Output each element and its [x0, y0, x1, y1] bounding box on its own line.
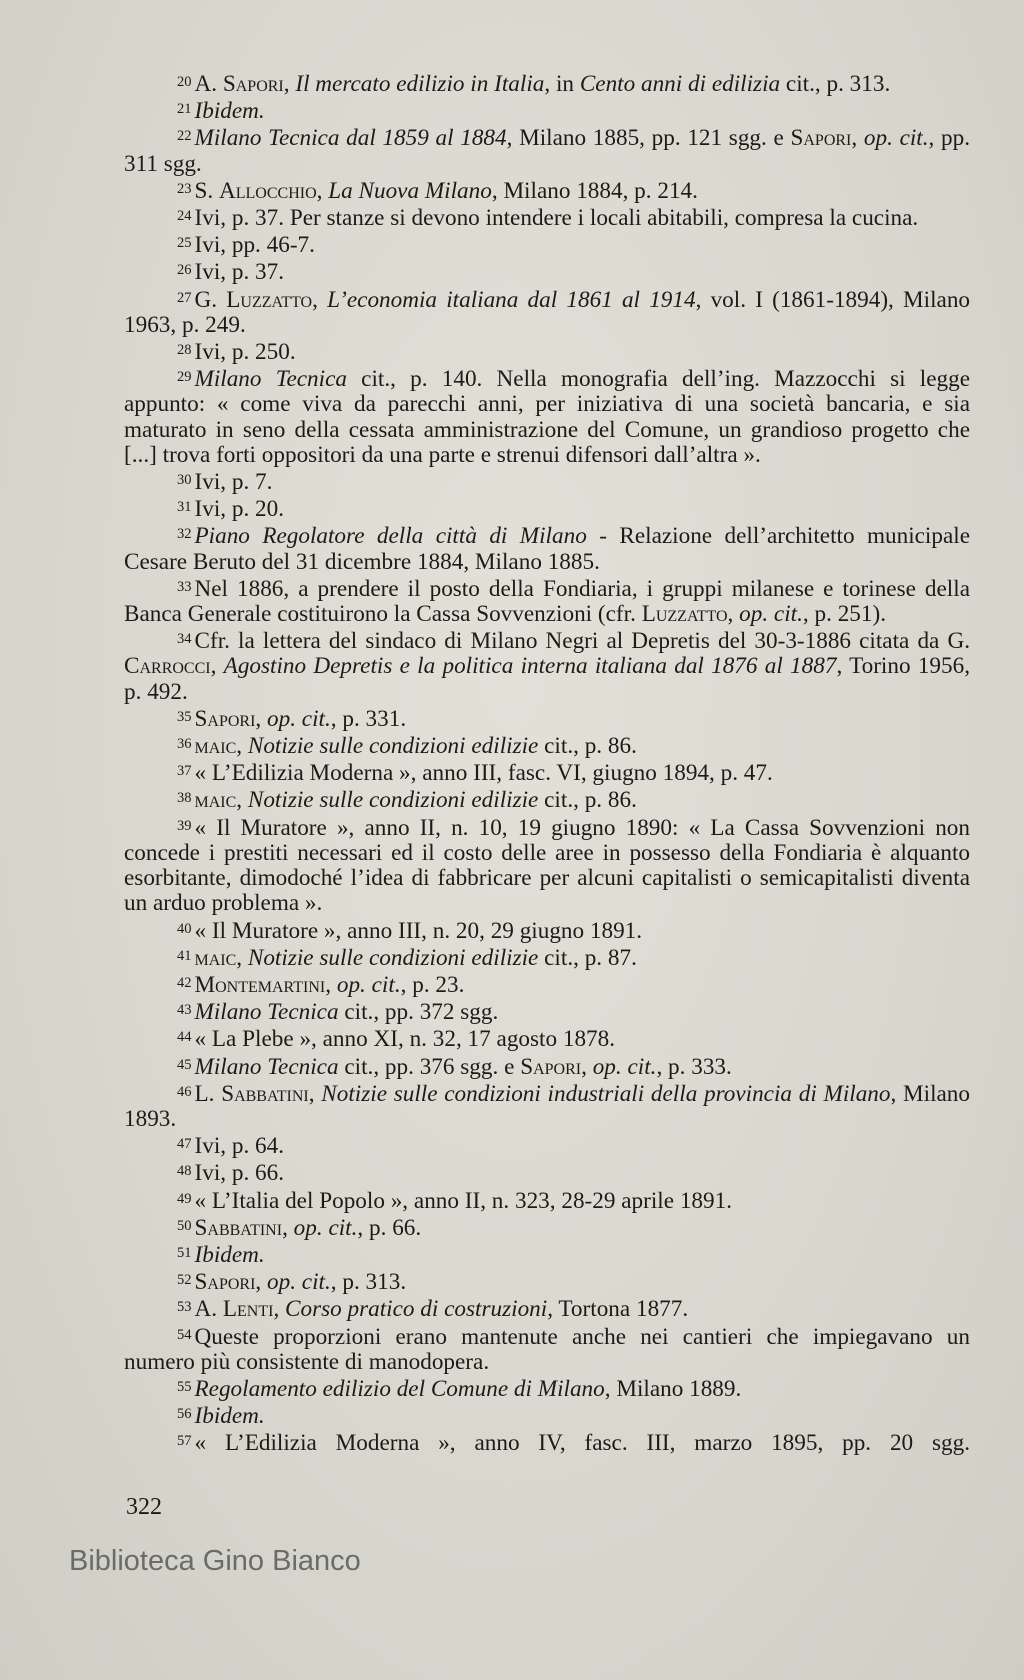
page-number: 322 [126, 1494, 162, 1520]
footnote-author-text: Sabbatini [194, 1214, 283, 1241]
footnote-text: « Il Muratore », anno III, n. 20, 29 giugno 1891. [194, 917, 643, 944]
footnote-number: 56 [177, 1406, 192, 1423]
footnote-text: cit., p. 313. [780, 71, 891, 97]
footnote-48 [124, 1159, 970, 1186]
footnote-28 [124, 338, 970, 365]
footnote-51 [124, 1241, 970, 1268]
footnote-44 [124, 1025, 970, 1052]
footnote-title-text: Milano Tecnica [194, 366, 347, 393]
footnote-number: 27 [177, 289, 192, 306]
footnote-text: « L’Edilizia Moderna », anno IV, fasc. III, marzo 1895, pp. 20 sgg. [194, 1430, 970, 1457]
footnote-text: - Relazione dell’architetto municipale Cesare Beruto del 31 dicembre 1884, Milano 1885. [124, 523, 970, 575]
footnote-text: Ivi, p. 64. [194, 1133, 285, 1160]
footnote-number: 31 [177, 499, 192, 516]
footnote-30 [124, 468, 970, 495]
footnote-text: , [581, 1053, 593, 1080]
footnote-title-text: La Nuova Milano [328, 177, 492, 204]
footnote-number: 37 [177, 763, 192, 780]
library-watermark: Biblioteca Gino Bianco [69, 1545, 361, 1577]
footnote-title-text: op. cit. [739, 601, 803, 628]
footnote-title-text: L’economia italiana dal 1861 al 1914 [327, 286, 696, 313]
footnote-number: 43 [177, 1002, 192, 1019]
footnote-number: 25 [177, 235, 192, 252]
footnote-title-text: Ibidem. [194, 1241, 265, 1268]
footnote-number: 42 [177, 974, 192, 991]
footnote-number: 20 [177, 74, 192, 90]
footnote-title-text: Ibidem. [194, 1403, 265, 1430]
footnote-25 [124, 231, 970, 258]
footnote-title-text: Il mercato edilizio in Italia [295, 71, 545, 97]
footnote-text: , [236, 733, 248, 760]
footnote-title-text: Milano Tecnica [194, 999, 339, 1026]
footnote-text: Ivi, pp. 46-7. [194, 232, 315, 259]
footnote-title-text: op. cit. [267, 1269, 331, 1296]
footnote-text: , p. 251). [802, 601, 886, 628]
footnote-title-text: Milano Tecnica [194, 1053, 339, 1080]
footnote-author-text: maic [194, 787, 237, 814]
footnote-text: , [851, 125, 864, 152]
footnote-title-text: Milano Tecnica dal 1859 al 1884 [194, 125, 507, 152]
footnote-title-text: Notizie sulle condizioni edilizie [247, 944, 539, 971]
footnote-author-text: Sabbatini [221, 1080, 309, 1107]
footnote-title-text: Notizie sulle condizioni industriali della provincia di Milano [321, 1080, 891, 1107]
footnote-title-text: Corso pratico di costruzioni [285, 1296, 548, 1323]
footnote-text: , pp. 311 sgg. [124, 125, 971, 177]
footnote-text: Nel 1886, a prendere il posto della Fondiaria, i gruppi milanese e torinese della Banca Generale costituirono la Cassa Sovvenzioni (cfr. [124, 575, 970, 628]
footnote-title-text: Cento anni di edilizia [579, 71, 781, 97]
footnote-47 [124, 1132, 970, 1159]
footnote-text: , Milano 1893. [124, 1080, 970, 1132]
footnote-author-text: Carrocci [124, 653, 211, 680]
footnote-26 [124, 258, 970, 285]
footnote-number: 26 [177, 262, 192, 279]
footnote-text: , Milano 1885, pp. 121 sgg. e [506, 125, 791, 152]
footnote-title-text: Regolamento edilizio del Comune di Milano [194, 1375, 605, 1402]
footnote-text: cit., pp. 376 sgg. e [338, 1053, 521, 1080]
footnote-56 [124, 1402, 970, 1429]
footnote-title-text: op. cit. [863, 125, 929, 152]
footnote-number: 35 [177, 708, 192, 725]
footnote-text: , [236, 787, 248, 814]
footnote-number: 39 [177, 817, 192, 834]
footnote-20 [124, 70, 970, 97]
footnote-text: Ivi, p. 37. [194, 259, 285, 286]
footnote-author-text: Sapori [222, 71, 284, 97]
footnote-text: « Il Muratore », anno II, n. 10, 19 giugno 1890: « La Cassa Sovvenzioni non concede i prestiti necessari ed il costo delle aree in possesso della Fondiaria è alquanto esorbitante, dimodoché l’idea di fabbricare per alcuni capitalisti o semicapitalisti diventa un arduo problema ». [124, 814, 970, 917]
footnote-27 [124, 286, 970, 338]
footnote-text: Ivi, p. 66. [194, 1160, 285, 1187]
footnote-text: « La Plebe », anno XI, n. 32, 17 agosto 1878. [194, 1026, 616, 1053]
footnote-text: , [325, 971, 337, 998]
footnote-text: , Torino 1956, p. 492. [124, 653, 971, 705]
footnote-text: , [236, 944, 248, 971]
footnote-text: Ivi, p. 20. [194, 496, 285, 523]
footnote-number: 51 [177, 1244, 192, 1261]
footnote-text: Ivi, p. 7. [194, 469, 273, 496]
footnote-author-text: Montemartini [194, 971, 326, 998]
footnote-32 [124, 522, 970, 574]
footnote-number: 34 [177, 631, 192, 648]
footnote-number: 50 [177, 1217, 192, 1234]
footnote-author-text: Sapori [194, 705, 256, 732]
footnote-35 [124, 705, 970, 732]
footnote-text: cit., p. 87. [538, 944, 637, 971]
footnote-number: 46 [177, 1083, 192, 1100]
footnote-author-text: Luzzatto [226, 286, 313, 313]
footnote-text: A. [194, 71, 223, 97]
footnote-text: , p. 333. [656, 1053, 732, 1080]
footnote-author-text: maic [194, 733, 237, 760]
footnote-text: « L’Edilizia Moderna », anno III, fasc. VI, giugno 1894, p. 47. [194, 760, 773, 787]
footnote-50 [124, 1214, 970, 1241]
footnote-text: , [273, 1296, 286, 1323]
footnote-title-text: op. cit. [267, 705, 331, 732]
footnote-39 [124, 814, 970, 917]
footnote-author-text: Sapori [520, 1053, 582, 1080]
footnote-text: , p. 313. [330, 1269, 407, 1296]
footnote-text: , p. 66. [357, 1214, 422, 1241]
footnote-21 [124, 97, 970, 124]
footnote-number: 24 [177, 208, 192, 225]
footnote-text: , Milano 1884, p. 214. [491, 177, 698, 204]
footnote-number: 38 [177, 790, 192, 807]
footnote-text: G. [194, 286, 227, 313]
footnote-46 [124, 1080, 970, 1132]
footnote-text: cit., pp. 372 sgg. [338, 999, 499, 1026]
footnote-57 [124, 1429, 970, 1456]
footnote-title-text: op. cit. [592, 1053, 657, 1080]
footnote-53 [124, 1295, 970, 1322]
footnote-text: , [255, 1269, 267, 1296]
footnote-38 [124, 786, 970, 813]
footnote-text: , in [544, 71, 580, 97]
footnote-text: Ivi, p. 250. [194, 339, 296, 366]
footnote-number: 22 [177, 128, 192, 145]
footnote-title-text: Agostino Depretis e la politica interna italiana dal 1876 al 1887 [223, 653, 837, 680]
footnote-text: Queste proporzioni erano mantenute anche nei cantieri che impiegavano un numero più consistente di manodopera. [124, 1323, 970, 1375]
footnote-29 [124, 365, 970, 468]
footnote-33 [124, 575, 970, 627]
footnote-text: , [255, 705, 267, 732]
footnote-text: , Milano 1889. [604, 1375, 742, 1402]
footnote-author-text: Sapori [790, 125, 852, 152]
footnote-number: 36 [177, 736, 192, 753]
footnote-number: 21 [177, 101, 192, 118]
footnote-text: Ivi, p. 37. Per stanze si devono intendere i locali abitabili, compresa la cucina. [194, 205, 919, 232]
footnote-title-text: Notizie sulle condizioni edilizie [247, 733, 539, 760]
footnote-title-text: op. cit. [293, 1214, 358, 1241]
footnote-author-text: maic [194, 944, 237, 971]
footnote-number: 33 [177, 578, 192, 595]
footnote-45 [124, 1053, 970, 1080]
footnote-number: 47 [177, 1136, 192, 1153]
footnote-number: 57 [177, 1433, 192, 1450]
footnote-43 [124, 998, 970, 1025]
footnote-54 [124, 1323, 970, 1375]
footnote-number: 32 [177, 526, 192, 543]
footnote-37 [124, 759, 970, 786]
footnote-number: 23 [177, 180, 192, 197]
footnote-number: 49 [177, 1190, 192, 1207]
footnote-text: cit., p. 86. [538, 733, 637, 760]
footnote-22 [124, 124, 970, 176]
footnote-text: , [312, 286, 328, 313]
footnote-title-text: Piano Regolatore della città di Milano [194, 523, 587, 550]
footnote-number: 55 [177, 1378, 192, 1395]
footnote-number: 30 [177, 472, 192, 489]
footnote-title-text: Ibidem. [194, 98, 265, 125]
footnote-34 [124, 627, 970, 705]
footnote-number: 28 [177, 342, 192, 359]
footnote-text: L. [194, 1080, 222, 1107]
footnote-40 [124, 917, 970, 944]
footnote-31 [124, 495, 970, 522]
footnote-55 [124, 1375, 970, 1402]
footnote-number: 41 [177, 947, 192, 964]
footnote-24 [124, 204, 970, 231]
footnote-author-text: Sapori [194, 1269, 256, 1296]
footnote-text: cit., p. 140. Nella monografia dell’ing. Mazzocchi si legge appunto: « come viva da parecchi anni, per iniziativa di una società bancaria, e sia maturato in seno della cessata amministrazione del Comune, un grandioso progetto che [...] trova forti oppositori da una parte e strenui difensori dall’altra ». [124, 366, 970, 468]
footnote-text: , p. 331. [330, 705, 407, 732]
footnote-text: cit., p. 86. [538, 787, 637, 814]
footnotes-list [124, 70, 970, 1457]
footnote-title-text: op. cit. [336, 971, 401, 998]
footnote-number: 44 [177, 1029, 192, 1046]
footnote-number: 40 [177, 920, 192, 937]
footnote-title-text: Notizie sulle condizioni edilizie [247, 787, 539, 814]
footnote-number: 53 [177, 1299, 192, 1316]
footnote-text: S. [194, 177, 219, 204]
footnote-text: , Tortona 1877. [547, 1296, 689, 1323]
footnote-52 [124, 1268, 970, 1295]
footnote-text: , [727, 601, 740, 628]
footnote-text: , [316, 177, 329, 204]
footnote-41 [124, 944, 970, 971]
footnote-text: « L’Italia del Popolo », anno II, n. 323, 28-29 aprile 1891. [194, 1187, 733, 1214]
footnote-author-text: Lenti [222, 1296, 274, 1323]
footnote-text: , p. 23. [400, 971, 465, 998]
footnote-author-text: Luzzatto [641, 601, 728, 628]
footnote-text: , [308, 1080, 322, 1107]
footnote-text: , [283, 71, 296, 97]
footnote-text: Cfr. la lettera del sindaco di Milano Negri al Depretis del 30-3-1886 citata da G. [194, 628, 970, 655]
footnote-text: , [282, 1214, 294, 1241]
footnote-number: 48 [177, 1163, 192, 1180]
footnote-text: , vol. I (1861-1894), Milano 1963, p. 249. [124, 286, 971, 338]
footnote-36 [124, 732, 970, 759]
footnote-author-text: Allocchio [219, 177, 317, 204]
footnote-number: 52 [177, 1272, 192, 1289]
footnote-number: 29 [177, 369, 192, 386]
footnote-text: A. [194, 1296, 223, 1323]
footnote-number: 54 [177, 1326, 192, 1343]
footnote-number: 45 [177, 1056, 192, 1073]
footnote-23 [124, 177, 970, 204]
footnote-42 [124, 971, 970, 998]
footnote-text: , [210, 653, 224, 680]
footnote-49 [124, 1187, 970, 1214]
